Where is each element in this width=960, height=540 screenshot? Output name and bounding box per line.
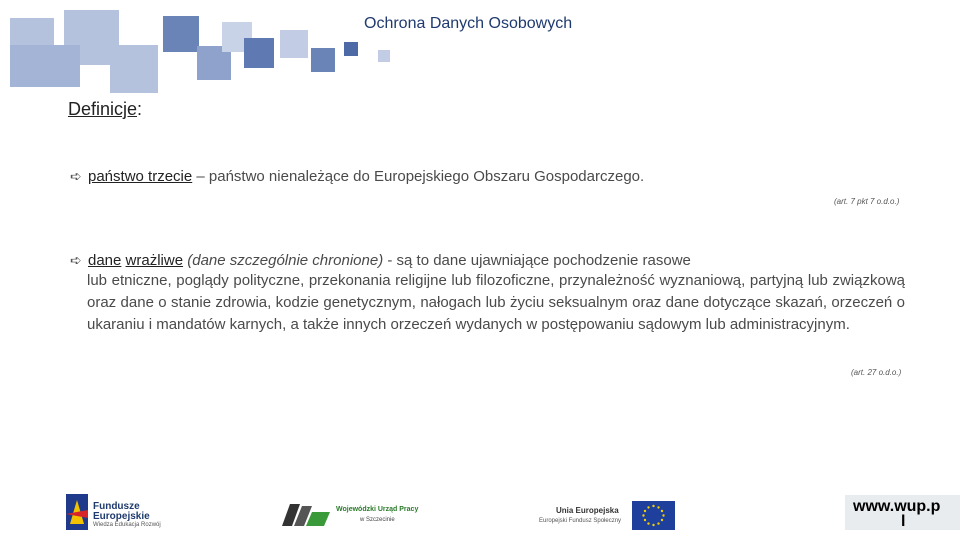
eu-flag-icon [632, 501, 675, 530]
wup-line2: w Szczecinie [360, 517, 395, 523]
fe-star-icon [66, 494, 88, 530]
term-wrazliwe: wrażliwe [125, 252, 184, 269]
section-title-text: Definicje [68, 99, 138, 119]
section-title [68, 99, 142, 120]
definition-item-1 [70, 168, 644, 185]
definition-text-2: lub etniczne, poglądy polityczne, przekonania religijne lub filozoficzne, przynależność wyznaniową, partyjną lub związkową oraz dane o stanie zdrowia, kodzie genetycznym, nałogach lub życiu seksualnym oraz dane dotyczące skazań, orzeczeń o ukaraniu i mandatów karnych, a także innych orzeczeń wydanych w postępowaniu sądowym lub administracyjnym. [87, 272, 905, 333]
website-link-tail[interactable]: l [901, 513, 906, 530]
citation-1: (art. 7 pkt 7 o.d.o.) [834, 197, 900, 206]
ue-line1: Unia Europejska [556, 506, 619, 515]
website-badge[interactable] [845, 495, 960, 530]
website-link[interactable]: www.wup.p [853, 498, 941, 515]
wup-line1: Wojewódzki Urząd Pracy [336, 506, 419, 513]
fe-line1: Fundusze [93, 501, 140, 512]
citation-2: (art. 27 o.d.o.) [851, 368, 902, 377]
definition-line1: - są to dane ujawniające pochodzenie rasowe [383, 252, 691, 269]
wup-logo-icon [280, 500, 330, 528]
term-aside: (dane szczególnie chronione) [187, 252, 384, 269]
section-title-colon: : [137, 99, 143, 119]
arrow-bullet-icon: ➪ [70, 168, 82, 184]
definition-text-1: – państwo nienależące do Europejskiego Obszaru Gospodarczego. [192, 168, 645, 185]
page-title: Ochrona Danych Osobowych [364, 15, 573, 32]
ue-line2: Europejski Fundusz Społeczny [539, 518, 622, 524]
term-dane: dane [88, 252, 122, 269]
fe-line2: Europejskie [93, 511, 150, 522]
definition-item-2 [70, 249, 905, 272]
term-panstwo-trzecie: państwo trzecie [88, 168, 193, 185]
arrow-bullet-icon: ➪ [70, 252, 82, 268]
fe-line3: Wiedza Edukacja Rozwój [93, 522, 161, 528]
